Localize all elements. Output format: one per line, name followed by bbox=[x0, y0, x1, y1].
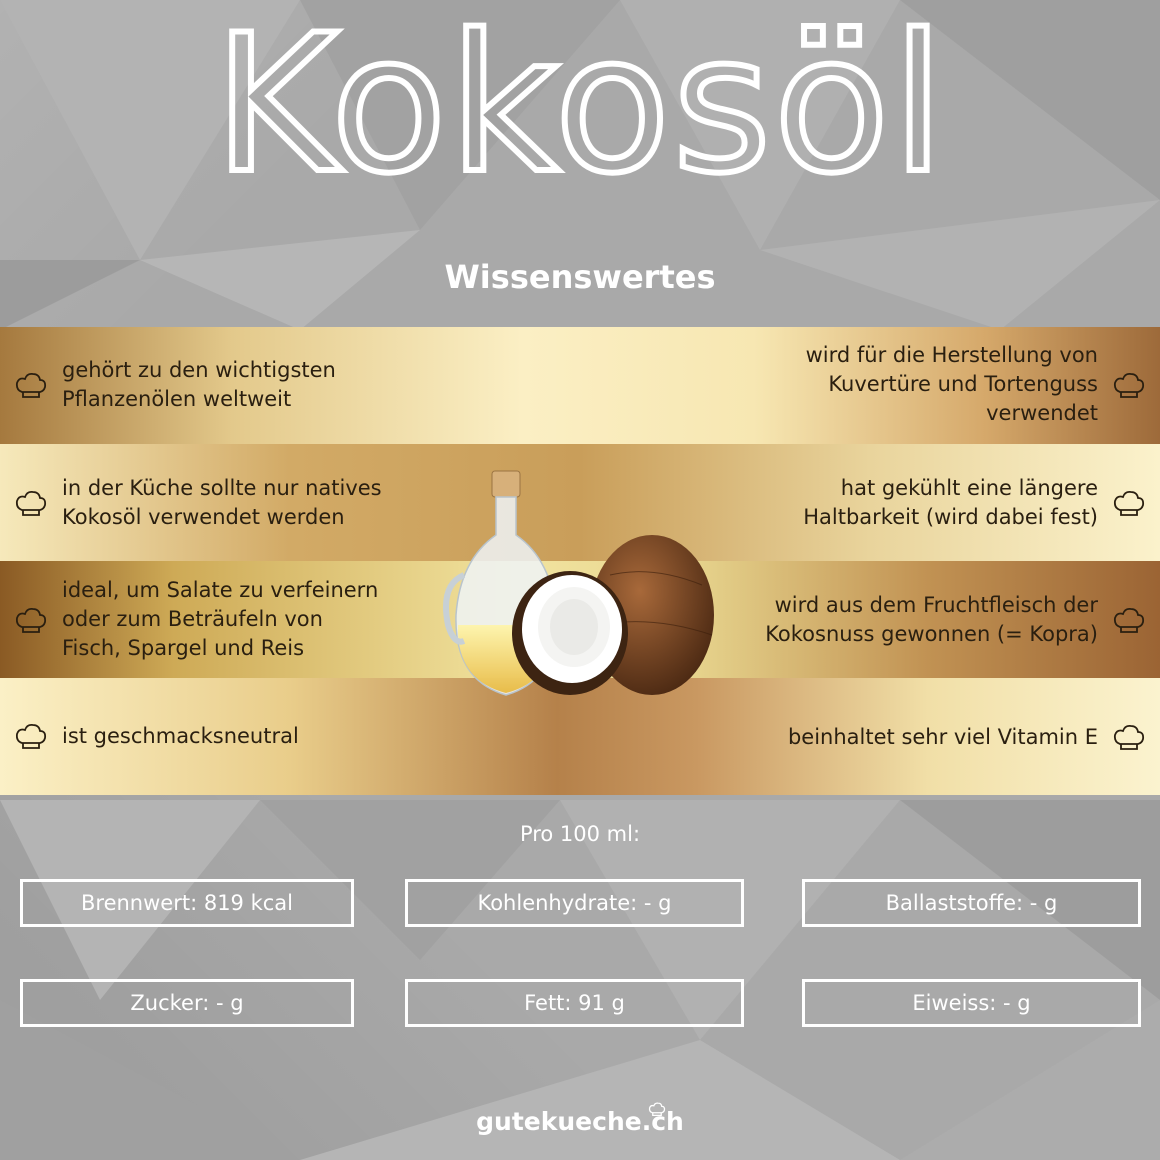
chef-hat-icon bbox=[14, 370, 48, 400]
footer-brand[interactable]: gutekueche.ch bbox=[476, 1107, 684, 1136]
fact-text: wird aus dem Fruchtfleisch der Kokosnuss gewonnen (= Kopra) bbox=[765, 593, 1098, 646]
oil-bottle-and-coconut-image bbox=[440, 465, 730, 705]
chef-hat-icon bbox=[14, 605, 48, 635]
fact-text: in der Küche sollte nur natives Kokosöl verwendet werden bbox=[62, 476, 382, 529]
chef-hat-icon bbox=[1112, 605, 1146, 635]
nutrition-box: Kohlenhydrate: - g bbox=[405, 879, 744, 927]
fact-item bbox=[14, 474, 434, 532]
fact-text: ist geschmacksneutral bbox=[62, 723, 299, 748]
fact-item bbox=[14, 721, 434, 751]
fact-item bbox=[14, 576, 434, 663]
fact-text: hat gekühlt eine längere Haltbarkeit (wird dabei fest) bbox=[803, 476, 1098, 529]
nutrition-heading: Pro 100 ml: bbox=[519, 822, 641, 846]
chef-hat-icon bbox=[14, 488, 48, 518]
chef-hat-icon bbox=[1112, 370, 1146, 400]
fact-text: wird für die Herstellung von Kuvertüre und Tortenguss verwendet bbox=[805, 343, 1098, 425]
chef-hat-icon bbox=[14, 721, 48, 751]
section-subtitle: Wissenswertes bbox=[444, 258, 716, 296]
fact-item bbox=[726, 474, 1146, 532]
fact-text: beinhaltet sehr viel Vitamin E bbox=[787, 724, 1098, 749]
fact-text: ideal, um Salate zu verfeinern oder zum Beträufeln von Fisch, Spargel und Reis bbox=[62, 578, 379, 660]
page-title: Kokosöl bbox=[213, 0, 947, 215]
chef-hat-icon bbox=[1112, 488, 1146, 518]
fact-text: gehört zu den wichtigsten Pflanzenölen weltweit bbox=[62, 358, 336, 411]
fact-item bbox=[726, 591, 1146, 649]
nutrition-box: Brennwert: 819 kcal bbox=[20, 879, 354, 927]
fact-item bbox=[14, 356, 434, 414]
fact-item bbox=[726, 722, 1146, 752]
nutrition-box: Eiweiss: - g bbox=[802, 979, 1141, 1027]
nutrition-box: Zucker: - g bbox=[20, 979, 354, 1027]
fact-item bbox=[726, 341, 1146, 428]
chef-hat-icon bbox=[648, 1101, 666, 1117]
chef-hat-icon bbox=[1112, 722, 1146, 752]
nutrition-box: Fett: 91 g bbox=[405, 979, 744, 1027]
nutrition-box: Ballaststoffe: - g bbox=[802, 879, 1141, 927]
